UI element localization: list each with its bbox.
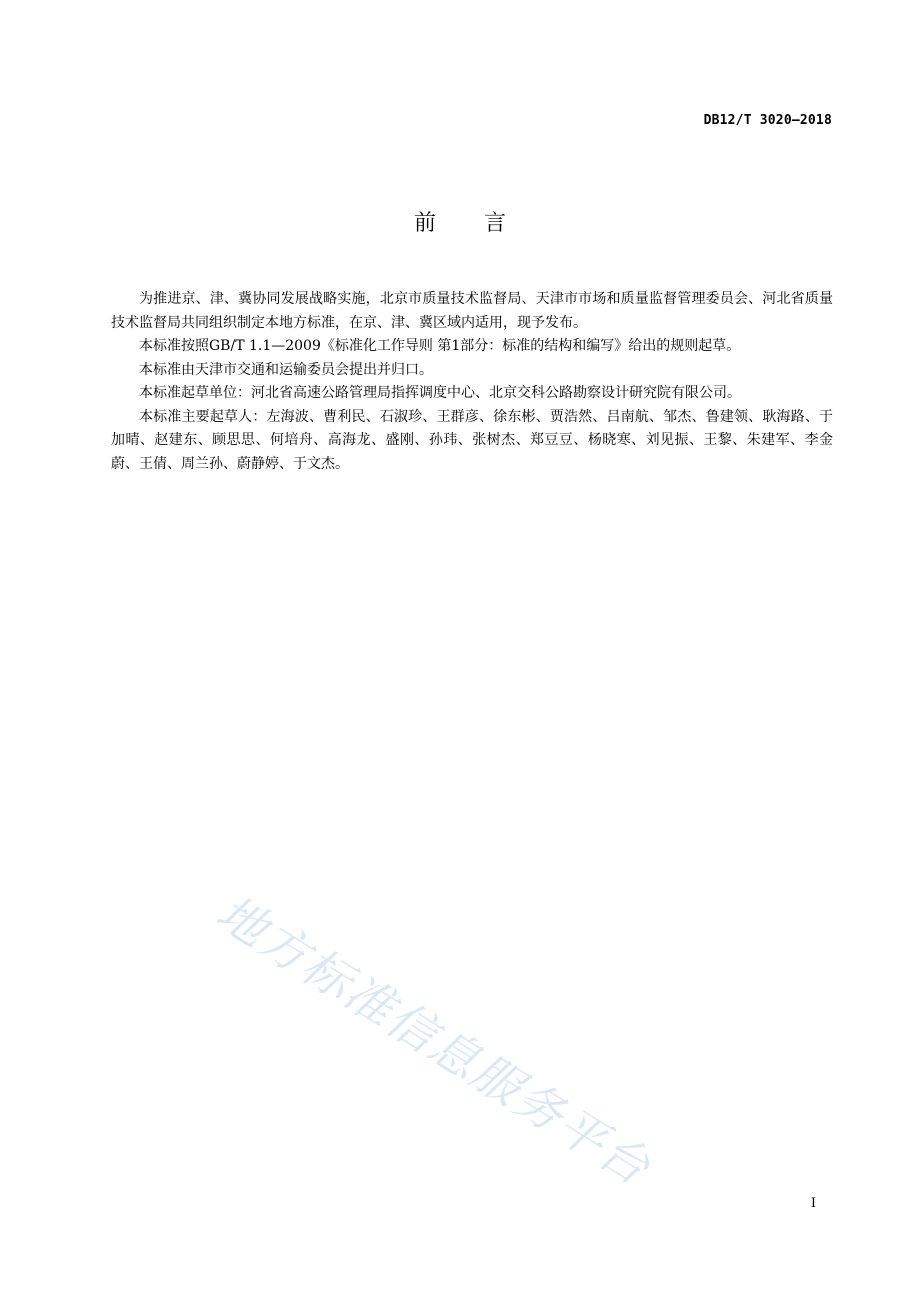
watermark: 地方标准信息服务平台	[206, 884, 661, 1198]
paragraph-purpose: 为推进京、津、冀协同发展战略实施，北京市质量技术监督局、天津市市场和质量监督管理委员会、河北省质量技术监督局共同组织制定本地方标准，在京、津、冀区域内适用，现予发布。	[111, 291, 833, 331]
page-number: I	[810, 1196, 816, 1211]
paragraph-drafting-units: 本标准起草单位：河北省高速公路管理局指挥调度中心、北京交科公路勘察设计研究院有限公司。	[139, 385, 741, 401]
paragraph-proposer: 本标准由天津市交通和运输委员会提出并归口。	[139, 361, 433, 378]
standard-code-header: DB12/T 3020—2018	[703, 113, 832, 128]
page-title: 前言	[413, 211, 554, 236]
paragraph-drafting-rules: 本标准按照GB/T 1.1—2009《标准化工作导则 第1部分：标准的结构和编写》给出的规则起草。	[139, 338, 741, 354]
preface-body	[111, 288, 833, 476]
paragraph-drafters: 本标准主要起草人：左海波、曹利民、石淑珍、王群彦、徐东彬、贾浩然、吕南航、邹杰、鲁建领、耿海路、于加晴、赵建东、顾思思、何培舟、高海龙、盛刚、孙玮、张树杰、郑豆豆、杨晓寒、刘见振、王黎、朱建军、李金蔚、王倩、周兰孙、蔚静婷、于文杰。	[111, 408, 833, 472]
